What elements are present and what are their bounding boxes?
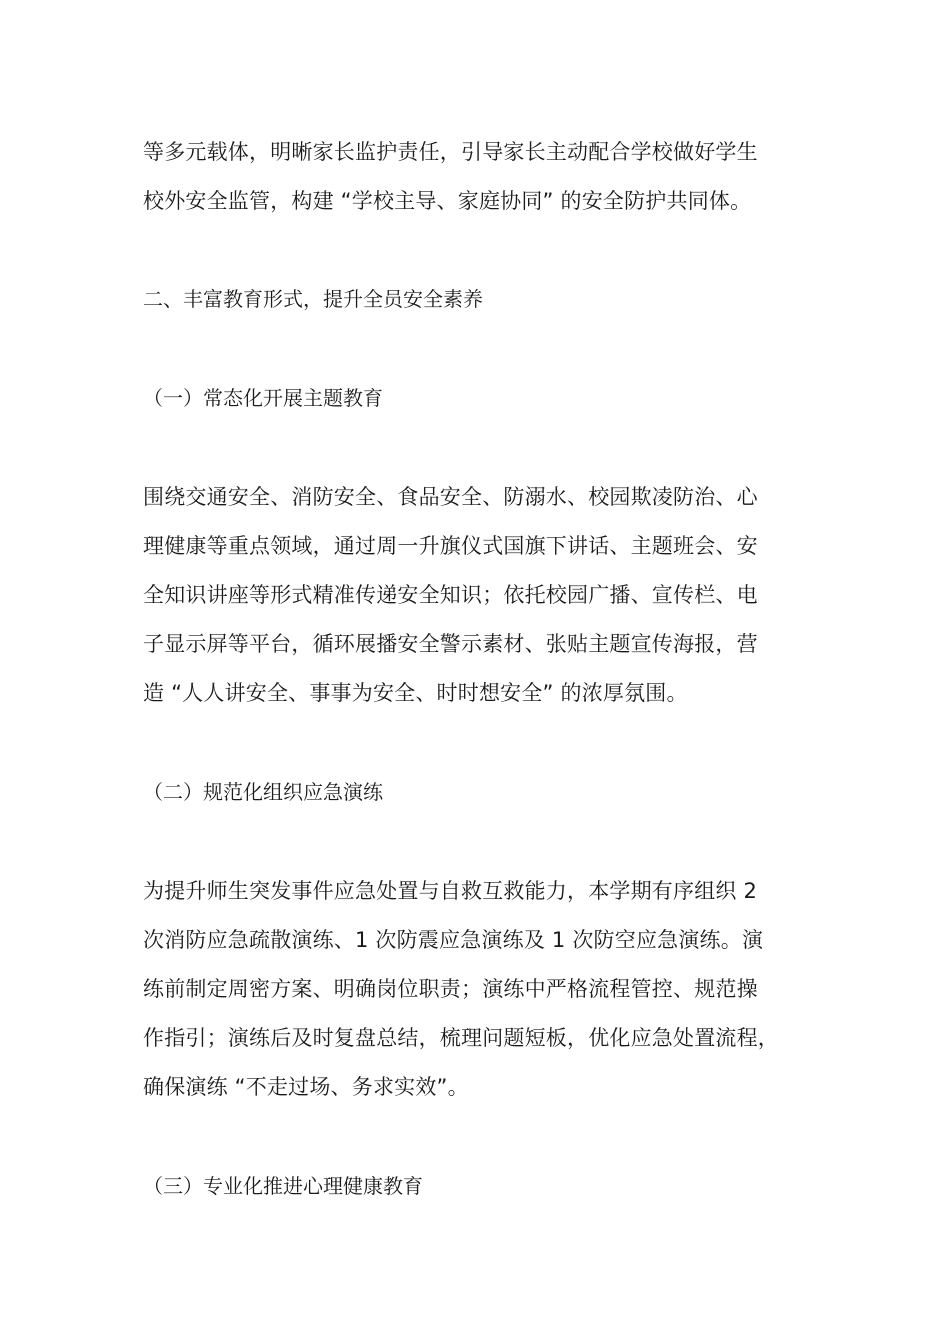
subsection-heading: （一）常态化开展主题教育 [143, 386, 383, 410]
paragraph-line: 确保演练 “不走过场、务求实效”。 [143, 1075, 469, 1099]
subsection-heading: （三）专业化推进心理健康教育 [143, 1174, 423, 1198]
paragraph-line: 造 “人人讲安全、事事为安全、时时想安全” 的浓厚氛围。 [143, 681, 688, 705]
paragraph-line: 围绕交通安全、消防安全、食品安全、防溺水、校园欺凌防治、心 [143, 485, 758, 509]
section-heading: 二、丰富教育形式，提升全员安全素养 [143, 287, 483, 311]
paragraph-line: 子显示屏等平台，循环展播安全警示素材、张贴主题宣传海报，营 [143, 632, 758, 656]
paragraph-line: 校外安全监管，构建 “学校主导、家庭协同” 的安全防护共同体。 [143, 189, 752, 213]
paragraph-line: 练前制定周密方案、明确岗位职责；演练中严格流程管控、规范操 [143, 977, 758, 1001]
paragraph-line: 作指引；演练后及时复盘总结，梳理问题短板，优化应急处置流程， [143, 1026, 779, 1050]
paragraph-line: 为提升师生突发事件应急处置与自救互救能力，本学期有序组织 2 [143, 879, 758, 903]
paragraph-line: 全知识讲座等形式精准传递安全知识；依托校园广播、宣传栏、电 [143, 583, 758, 607]
paragraph-line: 次消防应急疏散演练、1 次防震应急演练及 1 次防空应急演练。演 [143, 928, 764, 952]
paragraph-line: 等多元载体，明晰家长监护责任，引导家长主动配合学校做好学生 [143, 140, 758, 164]
subsection-heading: （二）规范化组织应急演练 [143, 780, 383, 804]
paragraph-line: 理健康等重点领域，通过周一升旗仪式国旗下讲话、主题班会、安 [143, 534, 758, 558]
